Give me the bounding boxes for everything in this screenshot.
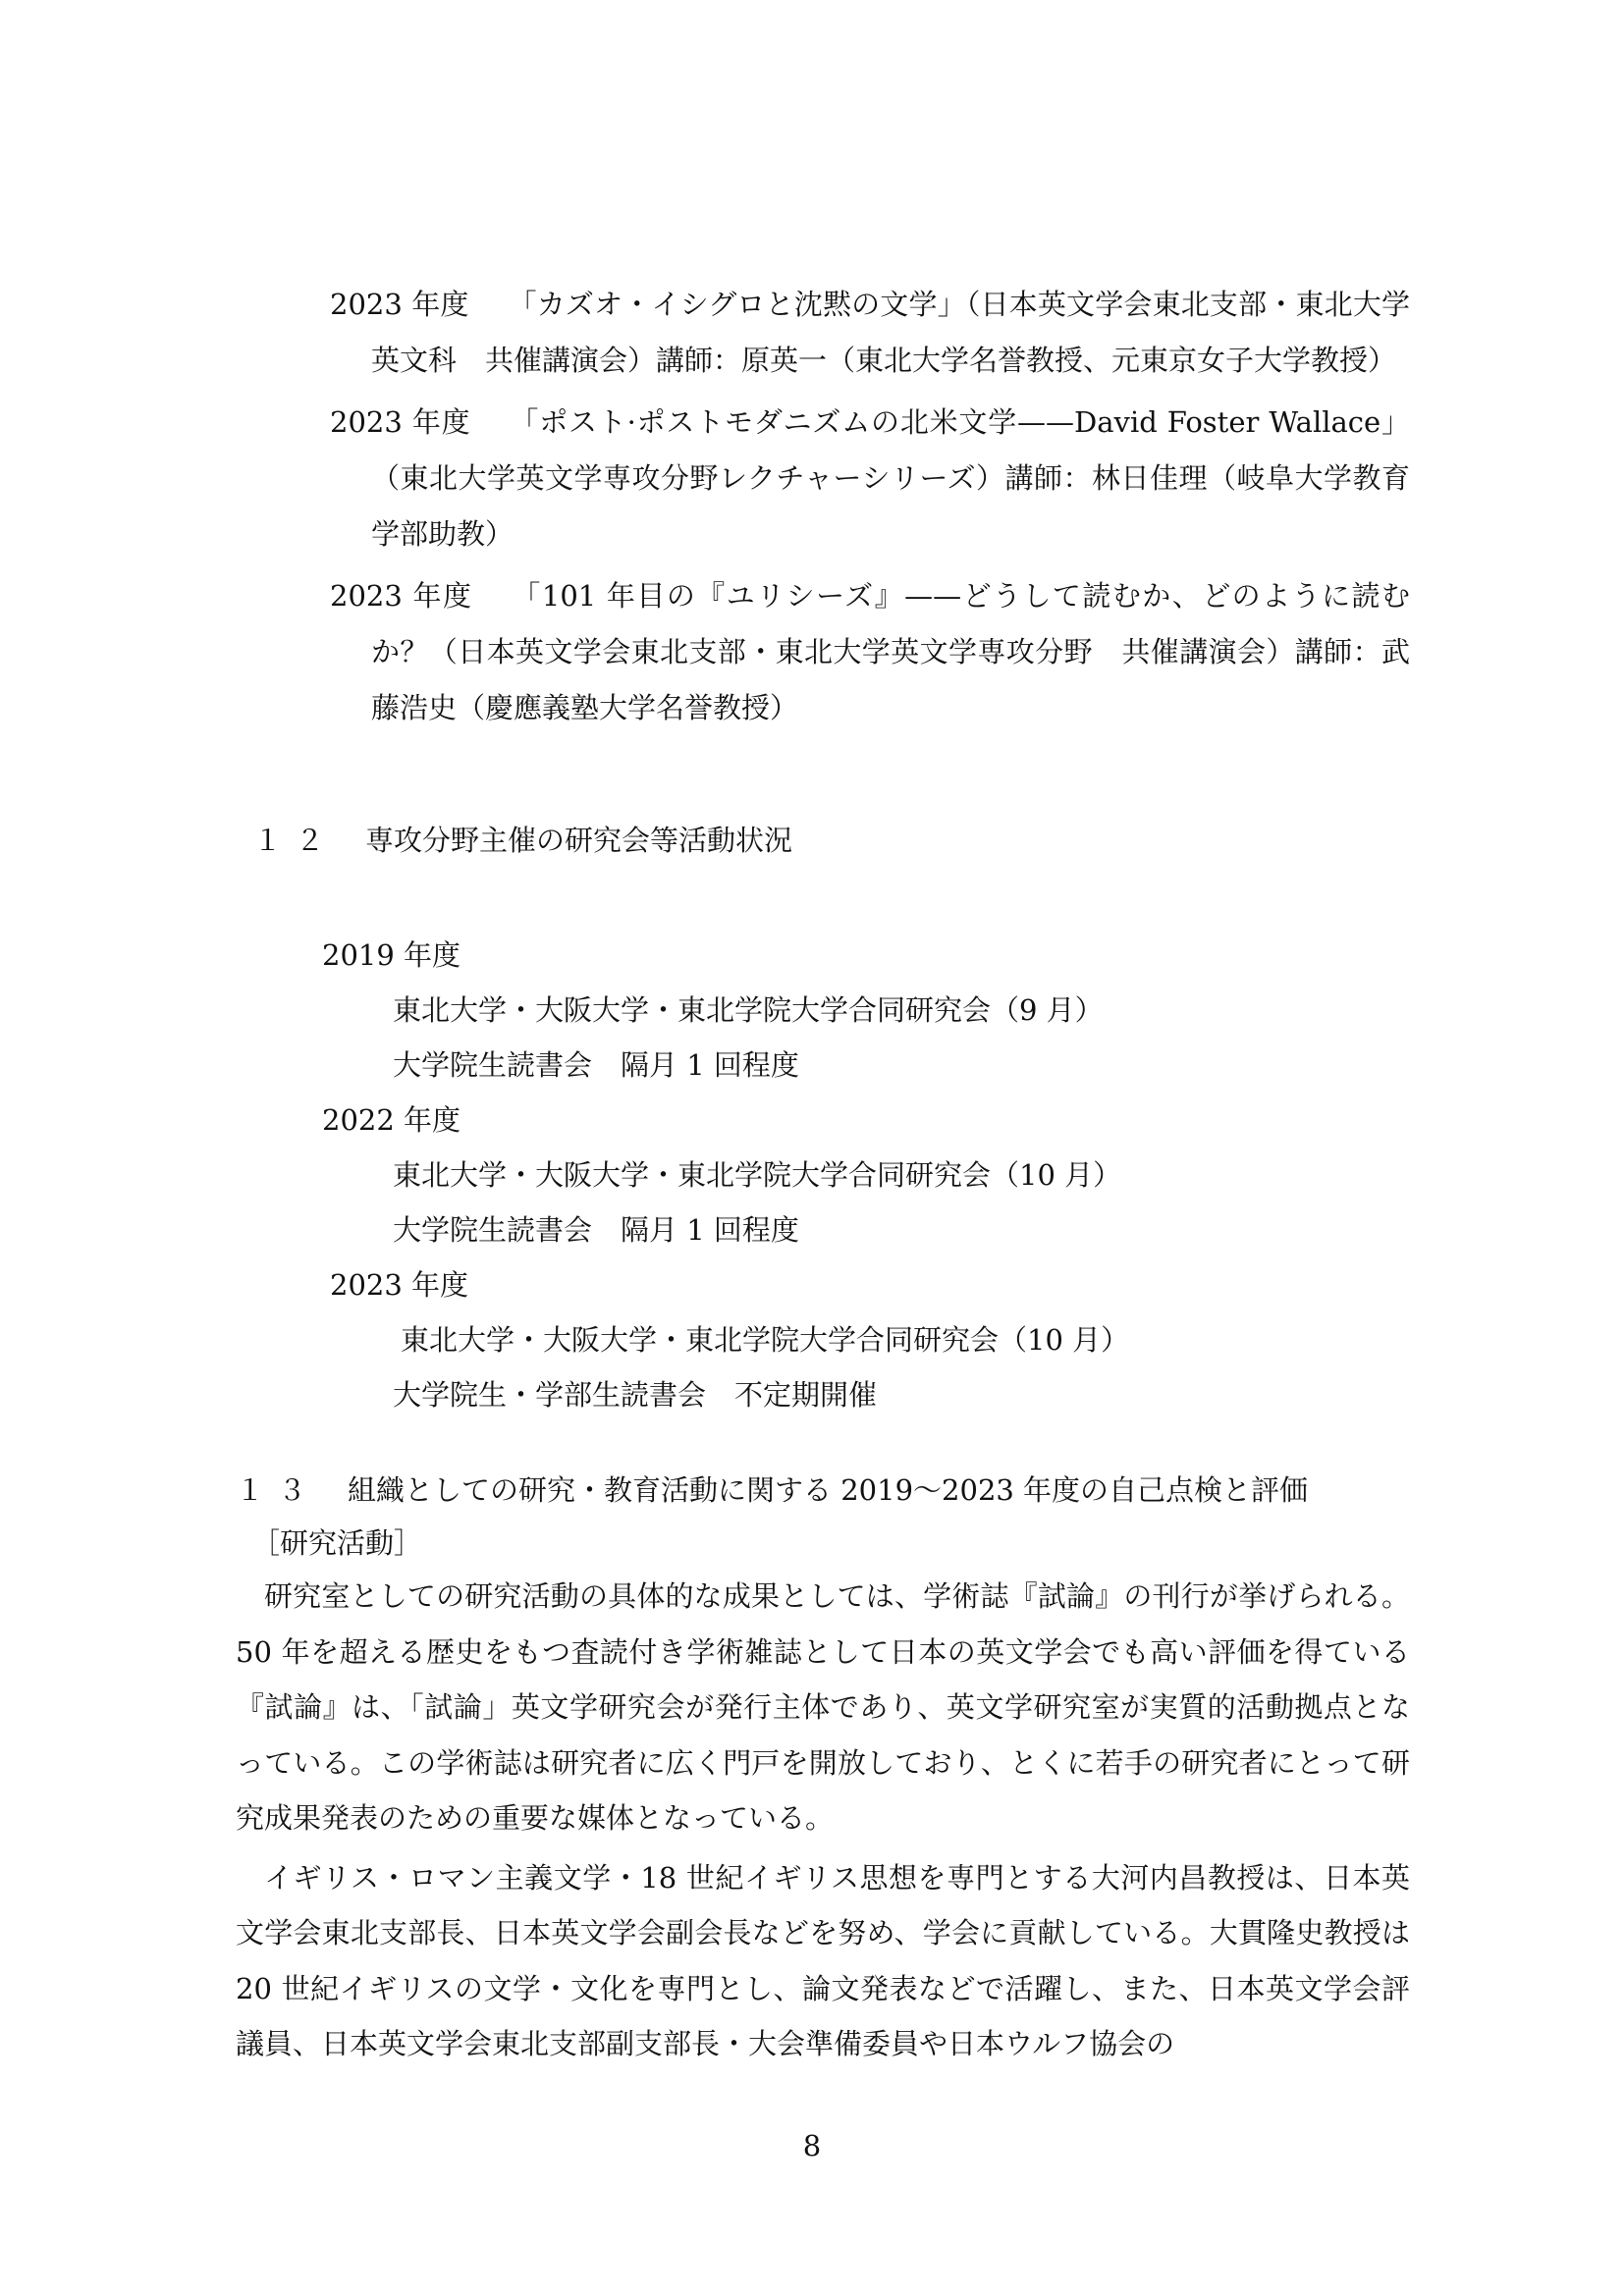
lecture-text: 「カズオ・イシグロと沈黙の文学」（日本英文学会東北支部・東北大学英文科 共催講演会）講師：原英一（東北大学名誉教授、元東京女子大学教授） bbox=[371, 288, 1410, 377]
subheading: ［研究活動］ bbox=[251, 1526, 423, 1560]
activity-year: 2022 年度 bbox=[322, 1103, 461, 1137]
section-number: １２ bbox=[253, 824, 339, 857]
lecture-entry bbox=[330, 395, 1410, 562]
activity-item: 大学院生読書会 隔月 1 回程度 bbox=[393, 1048, 799, 1082]
section-12-heading bbox=[253, 821, 792, 860]
lecture-year: 2023 年度 bbox=[330, 405, 471, 439]
lecture-text: 「ポスト·ポストモダニズムの北米文学——David Foster Wallace」（東北大学英文学専攻分野レクチャーシリーズ）講師：林日佳理（岐阜大学教育学部助教） bbox=[371, 405, 1410, 551]
section-title: 組織としての研究・教育活動に関する 2019～2023 年度の自己点検と評価 bbox=[348, 1473, 1309, 1507]
activity-year: 2019 年度 bbox=[322, 938, 461, 972]
activity-list bbox=[322, 928, 1304, 1422]
lecture-list bbox=[330, 277, 1410, 742]
lecture-entry bbox=[330, 277, 1410, 389]
activity-item: 大学院生読書会 隔月 1 回程度 bbox=[393, 1213, 799, 1247]
lecture-entry bbox=[330, 568, 1410, 736]
activity-item: 大学院生・学部生読書会 不定期開催 bbox=[393, 1378, 878, 1412]
activity-item: 東北大学・大阪大学・東北学院大学合同研究会（10 月） bbox=[401, 1323, 1130, 1357]
body-text bbox=[236, 1569, 1410, 2076]
section-13-heading bbox=[236, 1470, 1308, 1510]
lecture-text: 「101 年目の『ユリシーズ』——どうして読むか、どのように読むか？（日本英文学会東北支部・東北大学英文学専攻分野 共催講演会）講師：武藤浩史（慶應義塾大学名誉教授） bbox=[371, 579, 1410, 724]
lecture-year: 2023 年度 bbox=[330, 579, 473, 613]
page-number: 8 bbox=[802, 2129, 822, 2163]
paragraph: イギリス・ロマン主義文学・18 世紀イギリス思想を専門とする大河内昌教授は、日本英文学会東北支部長、日本英文学会副会長などを努め、学会に貢献している。大貫隆史教授は 20 世紀イギリスの文学・文化を専門とし、論文発表などで活躍し、また、日本英文学会評議員、日本英文学会東北支部副支部長・大会準備委員や日本ウルフ協会の bbox=[236, 1860, 1410, 2060]
activity-year: 2023 年度 bbox=[330, 1268, 469, 1302]
lecture-year: 2023 年度 bbox=[330, 288, 469, 321]
section-title: 専攻分野主催の研究会等活動状況 bbox=[365, 824, 793, 857]
activity-item: 東北大学・大阪大学・東北学院大学合同研究会（9 月） bbox=[393, 993, 1104, 1027]
activity-item: 東北大学・大阪大学・東北学院大学合同研究会（10 月） bbox=[393, 1158, 1122, 1192]
section-number: １３ bbox=[236, 1473, 321, 1507]
paragraph: 研究室としての研究活動の具体的な成果としては、学術誌『試論』の刊行が挙げられる。50 年を超える歴史をもつ査読付き学術雑誌として日本の英文学会でも高い評価を得ている『試論』は、「試論」英文学研究会が発行主体であり、英文学研究室が実質的活動拠点となっている。この学術誌は研究者に広く門戸を開放しており、とくに若手の研究者にとって研究成果発表のための重要な媒体となっている。 bbox=[236, 1579, 1410, 1835]
